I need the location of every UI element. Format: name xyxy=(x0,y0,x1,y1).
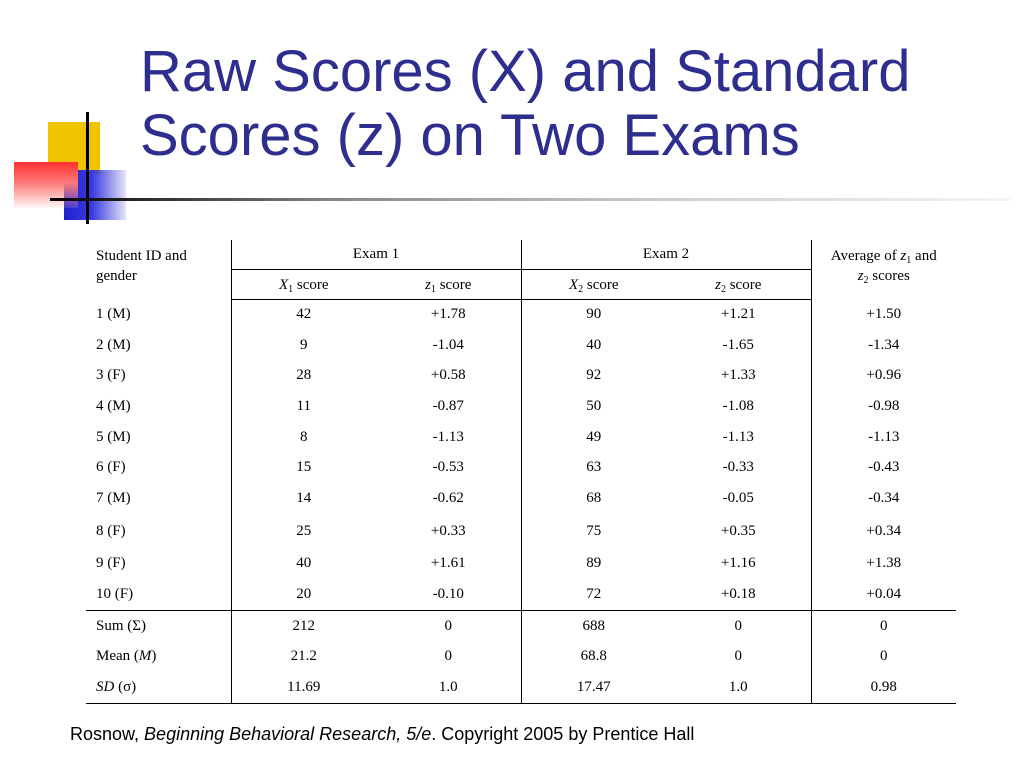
student-header-line2: gender xyxy=(96,268,137,284)
cell-z1: -1.04 xyxy=(432,336,464,353)
cell-x1: 28 xyxy=(231,361,376,392)
avg-header-suffix: scores xyxy=(868,268,910,284)
table-row xyxy=(86,361,956,392)
cell-z1: +1.61 xyxy=(430,555,466,572)
vertical-rule-decoration xyxy=(86,112,89,224)
cell-avg: +1.38 xyxy=(811,549,956,580)
z2-score-header xyxy=(666,269,811,299)
cell-id: 3 (F) xyxy=(96,367,126,384)
table-row xyxy=(86,299,956,330)
title-underline-rule xyxy=(50,198,1010,201)
cell-z2: -0.33 xyxy=(722,459,754,476)
exam1-header: Exam 1 xyxy=(231,240,521,269)
cell-x1: 11.69 xyxy=(231,672,376,703)
cell-avg: +0.04 xyxy=(811,579,956,610)
cell-z1: 1.0 xyxy=(376,672,521,703)
cell-id: 6 (F) xyxy=(96,459,126,476)
sd-label xyxy=(86,672,231,703)
cell-id: 7 (M) xyxy=(96,489,131,506)
z1-var: z xyxy=(425,276,431,293)
cell-x2: 49 xyxy=(521,422,666,453)
cell-z2: -1.13 xyxy=(722,428,754,445)
sum-label: Sum (Σ) xyxy=(86,610,231,641)
cell-x1: 14 xyxy=(231,483,376,514)
cell-avg: +0.96 xyxy=(811,361,956,392)
avg-header-sub2: 2 xyxy=(863,275,869,286)
cell-z1: +1.78 xyxy=(430,306,466,323)
cell-avg: 0.98 xyxy=(811,672,956,703)
slide-title-line1: Raw Scores (X) and Standard xyxy=(140,39,911,104)
mean-row xyxy=(86,641,956,672)
cell-x1: 42 xyxy=(231,299,376,330)
cell-x1: 11 xyxy=(231,391,376,422)
cell-z2: 0 xyxy=(734,648,742,665)
student-column-header xyxy=(86,240,231,299)
sum-row xyxy=(86,610,956,641)
z2-label: score xyxy=(725,276,762,293)
cell-avg: +1.50 xyxy=(811,299,956,330)
cell-x2: 92 xyxy=(521,361,666,392)
cell-x1: 212 xyxy=(231,610,376,641)
table-row xyxy=(86,422,956,453)
x2-var: X xyxy=(568,276,579,293)
cell-z1: +0.33 xyxy=(430,522,466,539)
footer-author: Rosnow, xyxy=(70,724,145,744)
avg-header-and: and xyxy=(911,248,937,264)
x1-score-header xyxy=(231,269,376,299)
table-row xyxy=(86,549,956,580)
sd-label-suffix: (σ) xyxy=(114,678,137,695)
table-row xyxy=(86,579,956,610)
cell-z1: 0 xyxy=(376,610,521,641)
cell-x1: 25 xyxy=(231,514,376,549)
table-row xyxy=(86,483,956,514)
cell-id: 5 (M) xyxy=(96,428,131,445)
cell-x1: 20 xyxy=(231,579,376,610)
x2-score-header xyxy=(521,269,666,299)
mean-label-var: M xyxy=(138,648,152,665)
table-header-row-1 xyxy=(86,240,956,269)
cell-z1: -1.13 xyxy=(432,428,464,445)
cell-avg: -1.13 xyxy=(811,422,956,453)
slide-title-line2: Scores (z) on Two Exams xyxy=(140,103,800,168)
z1-sub: 1 xyxy=(430,283,436,295)
cell-avg: -0.98 xyxy=(811,391,956,422)
average-column-header xyxy=(811,240,956,299)
cell-z2: +1.16 xyxy=(720,555,756,572)
mean-label-prefix: Mean ( xyxy=(96,648,139,665)
cell-x2: 63 xyxy=(521,452,666,483)
cell-id: 2 (M) xyxy=(96,336,131,353)
mean-label xyxy=(86,641,231,672)
cell-x1: 21.2 xyxy=(231,641,376,672)
cell-avg: +0.34 xyxy=(811,514,956,549)
avg-header-z1: z xyxy=(900,248,907,264)
cell-x2: 72 xyxy=(521,579,666,610)
x2-sub: 2 xyxy=(578,283,584,295)
cell-x2: 75 xyxy=(521,514,666,549)
cell-z2: -0.05 xyxy=(722,489,754,506)
cell-x2: 688 xyxy=(521,610,666,641)
cell-x2: 68.8 xyxy=(521,641,666,672)
z2-sub: 2 xyxy=(720,283,726,295)
table-row xyxy=(86,452,956,483)
cell-z2: 0 xyxy=(666,610,811,641)
cell-z2: -1.08 xyxy=(722,398,754,415)
mean-label-suffix: ) xyxy=(151,648,157,665)
student-header-line1: Student ID and xyxy=(96,248,187,264)
cell-x1: 40 xyxy=(231,549,376,580)
x1-sub: 1 xyxy=(288,283,294,295)
cell-id: 1 (M) xyxy=(96,306,131,323)
copyright-footer xyxy=(70,724,694,745)
z1-score-header xyxy=(376,269,521,299)
cell-x2: 40 xyxy=(521,330,666,361)
z2-var: z xyxy=(715,276,721,293)
footer-book-title: Beginning Behavioral Research, 5/e xyxy=(144,724,432,744)
cell-z1: 0 xyxy=(444,648,452,665)
slide-title xyxy=(140,40,910,168)
cell-avg: 0 xyxy=(811,610,956,641)
cell-x2: 90 xyxy=(521,299,666,330)
z1-label: score xyxy=(435,276,472,293)
avg-header-prefix: Average of xyxy=(830,248,901,264)
cell-x2: 17.47 xyxy=(521,672,666,703)
cell-avg: 0 xyxy=(811,641,956,672)
cell-avg: -0.34 xyxy=(811,483,956,514)
cell-x2: 50 xyxy=(521,391,666,422)
cell-z1: -0.10 xyxy=(432,586,464,603)
scores-table xyxy=(86,240,956,704)
table-row xyxy=(86,391,956,422)
cell-x1: 9 xyxy=(231,330,376,361)
cell-x2: 89 xyxy=(521,549,666,580)
corner-decoration xyxy=(0,0,140,230)
x1-var: X xyxy=(278,276,289,293)
x1-label: score xyxy=(293,276,329,293)
cell-x2: 68 xyxy=(521,483,666,514)
cell-z2: +1.33 xyxy=(720,367,756,384)
red-square-decoration xyxy=(14,162,78,208)
cell-z2: +0.18 xyxy=(720,586,756,603)
cell-avg: -1.34 xyxy=(811,330,956,361)
cell-z1: -0.53 xyxy=(432,459,464,476)
cell-z2: +1.21 xyxy=(720,306,756,323)
cell-z1: -0.62 xyxy=(432,489,464,506)
cell-x1: 8 xyxy=(231,422,376,453)
sd-row xyxy=(86,672,956,703)
exam2-header: Exam 2 xyxy=(521,240,811,269)
cell-id: 10 (F) xyxy=(96,586,134,603)
cell-id: 8 (F) xyxy=(96,522,126,539)
table-row xyxy=(86,514,956,549)
cell-id: 4 (M) xyxy=(96,398,131,415)
cell-x1: 15 xyxy=(231,452,376,483)
cell-z1: -0.87 xyxy=(432,398,464,415)
footer-copyright: . Copyright 2005 by Prentice Hall xyxy=(431,724,695,744)
x2-label: score xyxy=(583,276,619,293)
avg-header-z2: z xyxy=(857,268,864,284)
cell-z2: 1.0 xyxy=(666,672,811,703)
avg-header-sub1: 1 xyxy=(906,255,912,266)
table-row xyxy=(86,330,956,361)
cell-z1: +0.58 xyxy=(430,367,466,384)
cell-id: 9 (F) xyxy=(96,555,126,572)
cell-z2: -1.65 xyxy=(722,336,754,353)
cell-avg: -0.43 xyxy=(811,452,956,483)
sd-label-var: SD xyxy=(96,678,115,695)
cell-z2: +0.35 xyxy=(720,522,756,539)
